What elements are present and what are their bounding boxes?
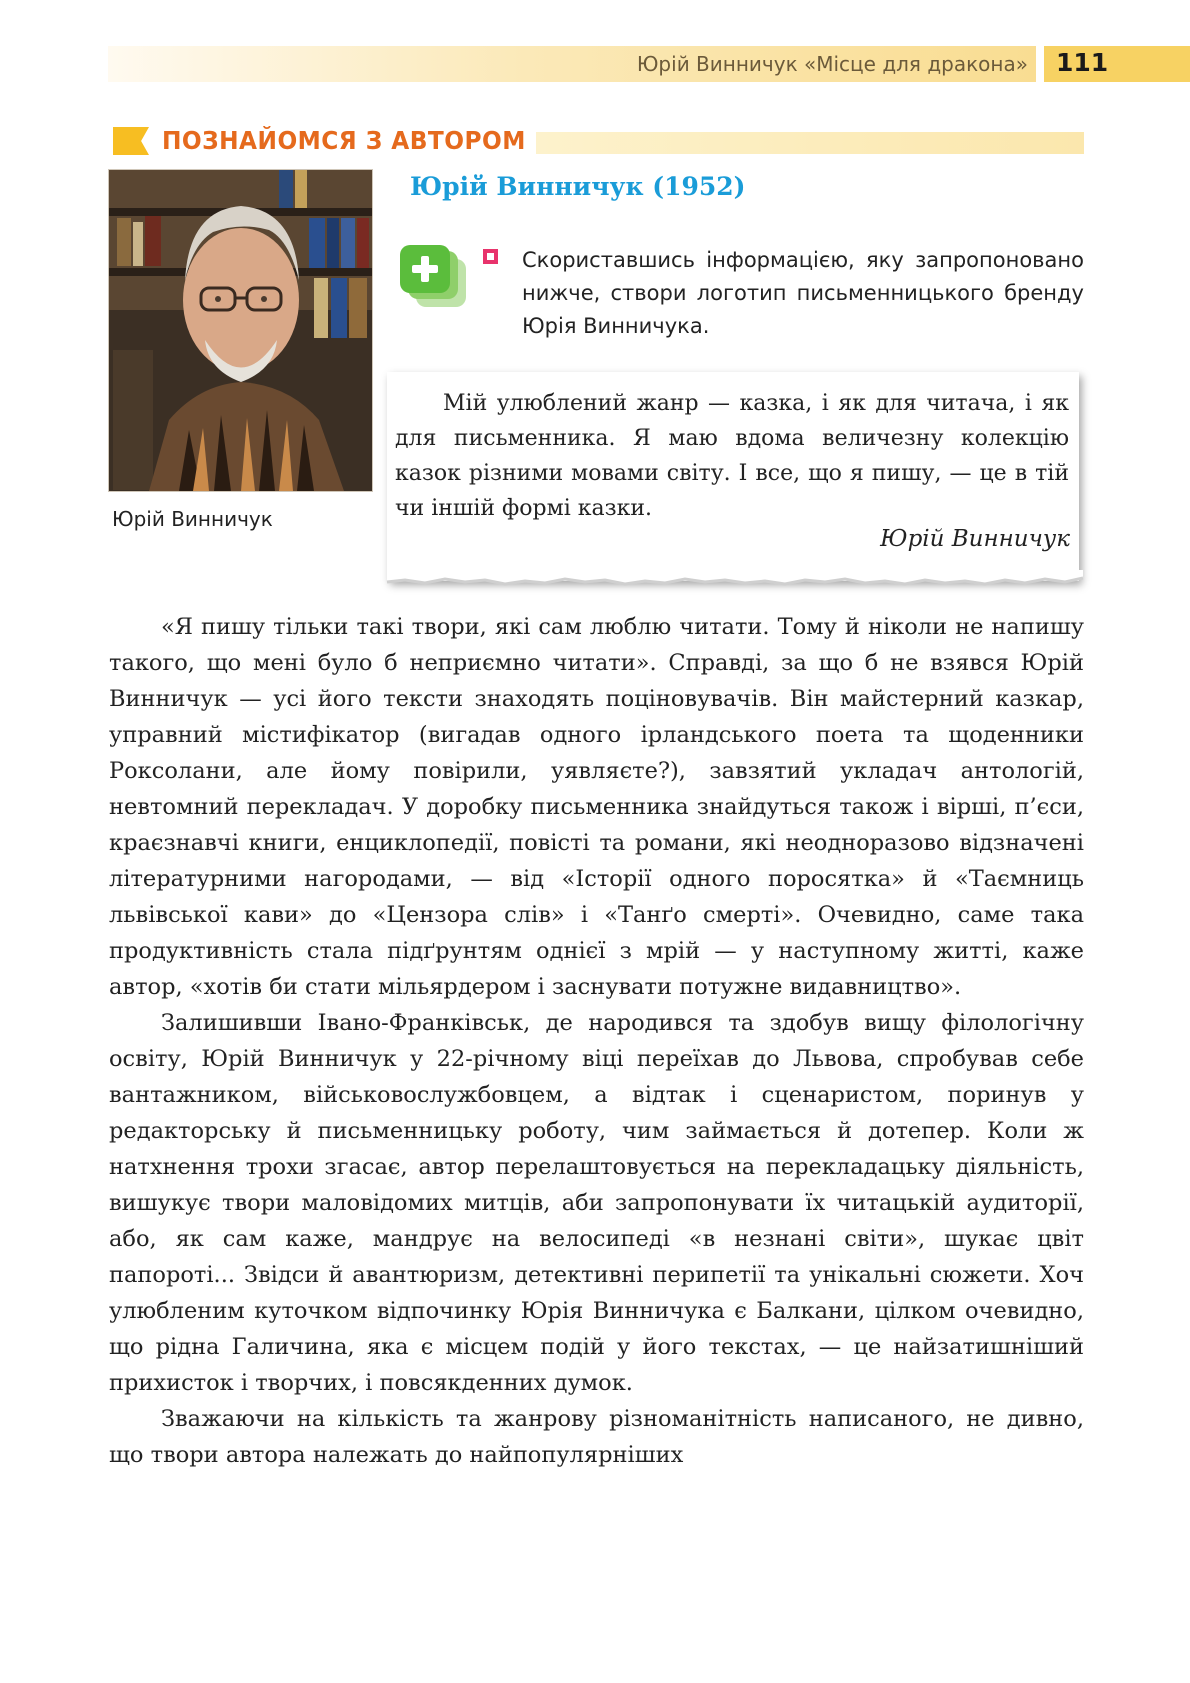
running-title: Юрій Винничук «Місце для дракона» <box>636 52 1028 76</box>
quote-author: Юрій Винничук <box>880 526 1070 552</box>
body-paragraph: «Я пишу тільки такі твори, які сам люблю читати. Тому й ніколи не напишу такого, що мені було б неприємно читати». Справді, за що б не взявся Юрій Винничук — усі його тексти знаходять поціновувачів. Він майстерний казкар, управний містифікатор (вигадав одного ірландського поета та щоденники Роксолани, але йому повірили, уявляєте?), завзятий укладач антологій, невтомний перекладач. У доробку письменника знайдуться також і вірші, п’єси, краєзнавчі книги, енциклопедії, повісті та романи, які неодноразово відзначені літературними нагородами, — від «Історії одного поросятка» й «Таємниць львівської кави» до «Цензора слів» і «Танґо смерті». Очевидно, саме така продуктивність стала підґрунтям однієї з мрій — у наступному житті, каже автор, «хотів би стати мільярдером і заснувати потужне видавництво». <box>109 614 1084 1000</box>
body-paragraph: Залишивши Івано-Франківськ, де народився та здобув вищу філологічну освіту, Юрій Винничук у 22-річному віці переїхав до Львова, спробував себе вантажником, військовослужбовцем, а відтак і сценаристом, поринув у редакторську й письменницьку роботу, чим займається й дотепер. Коли ж натхнення трохи згасає, автор перелаштовується на перекладацьку діяльність, вишукує твори маловідомих митців, аби запропонувати їх читацькій аудиторії, або, як сам каже, мандрує на велосипеді «в незнані світи», шукає цвіт папороті... Звідси й авантюризм, детективні перипетії та унікальні сюжети. Хоч улюбленим куточком відпочинку Юрія Винничука є Балкани, цілком очевидно, що рідна Галичина, яка є місцем подій у його текстах, — це найзатишніший прихисток і творчих, і повсякденних думок. <box>109 1010 1084 1396</box>
author-heading: Юрій Винничук (1952) <box>410 172 746 201</box>
plus-card-icon <box>400 245 472 311</box>
quote-text: Мій улюблений жанр — казка, і як для читача, і як для письменника. Я маю вдома величезну колекцію казок різними мовами світу. І все, що я пишу, — це в тій чи іншій формі казки. <box>395 391 1069 521</box>
section-flag-icon <box>113 127 149 155</box>
section-rule <box>536 132 1084 154</box>
body-paragraph: Зважаючи на кількість та жанрову різноманітність написаного, не дивно, що твори автора належать до найпопулярніших <box>109 1406 1084 1468</box>
task-bullet-icon <box>483 249 498 264</box>
body-text <box>109 609 1084 1473</box>
section-title: ПОЗНАЙОМСЯ З АВТОРОМ <box>162 126 526 155</box>
task-text: Скориставшись інформацією, яку запропоновано нижче, створи логотип письменницького бренду Юрія Винничука. <box>522 248 1084 338</box>
page-number: 111 <box>1056 48 1109 77</box>
torn-edge <box>385 570 1085 592</box>
photo-caption: Юрій Винничук <box>112 507 273 531</box>
author-photo <box>109 170 372 491</box>
